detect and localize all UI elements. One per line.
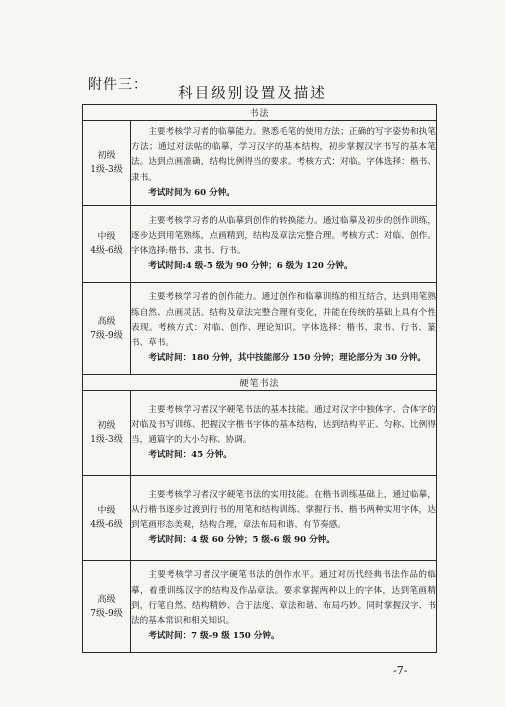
level-cell: [83, 391, 131, 476]
level-name: 高级: [97, 316, 116, 327]
attachment-label: 附件三：: [88, 77, 148, 93]
level-name: 高级: [97, 594, 116, 605]
exam-time: 考试时间：4 级 60 分钟；5 级-6 级 90 分钟。: [148, 535, 335, 546]
level-cell: [83, 283, 131, 375]
exam-time: 考试时间：180 分钟，其中技能部分 150 分钟；理论部分为 30 分钟。: [148, 353, 426, 364]
level-description: 主要考核学习者汉字硬笔书法的创作水平。通过对历代经典书法作品的临摹，着重训练汉字的结构及作品章法。要求掌握两种以上的字体，达到笔画精到，行笔自然、结构精妙、合于法度、章法和谐、布局巧妙。同时掌握汉字、书法的基本常识和相关知识。: [131, 570, 436, 627]
table-row: [83, 206, 437, 283]
level-description: 主要考核学习者的从临摹到创作的转换能力。通过临摹及初步的创作训练，逐步达到用笔熟练，点画精到，结构及章法完整合理。考核方式：对临、创作。字体选择:楷书、隶书、行书。: [131, 215, 436, 256]
exam-time: 考试时间:4 级-5 级为 90 分钟；6 级为 120 分钟。: [148, 261, 353, 272]
table-row: [83, 121, 437, 206]
section-header-calligraphy: [83, 105, 437, 121]
level-cell: [83, 121, 131, 206]
exam-time: 考试时间为 60 分钟。: [148, 187, 235, 198]
level-name: 初级: [97, 421, 116, 431]
document-title: 科目级别设置及描述: [178, 86, 327, 102]
section-title: 书法: [83, 105, 437, 121]
level-name: 中级: [97, 232, 116, 242]
description-cell: [131, 391, 437, 476]
section-header-pen-calligraphy: [83, 375, 437, 391]
table-row: [83, 561, 437, 653]
exam-time: 考试时间：7 级-9 级 150 分钟。: [148, 631, 280, 642]
level-range: 1级-3级: [90, 435, 123, 445]
level-description: 主要考核学习者的临摹能力。熟悉毛笔的使用方法；正确的写字姿势和执笔方法；通过对法帖的临摹，学习汉字的基本结构，初步掌握汉字书写的基本笔法。达到点画准确，结构比例得当的要求。考核方式：对临。字体选择：楷书、隶书。: [131, 126, 436, 183]
level-name: 初级: [97, 151, 116, 161]
level-range: 7级-9级: [90, 608, 123, 619]
level-range: 4级-6级: [90, 246, 123, 256]
table-row: [83, 391, 437, 476]
description-cell: [131, 476, 437, 561]
table-row: [83, 283, 437, 375]
level-description: 主要考核学习者汉字硬笔书法的实用技能。在楷书训练基础上，通过临摹，从行楷书逐步过渡到行书的用笔和结构训练、掌握行书、楷书两种实用字体，达到笔画形态美观，结构合理，章法布局和谐、有节奏感。: [131, 489, 436, 530]
table-row: [83, 476, 437, 561]
exam-time: 考试时间：45 分钟。: [148, 450, 232, 461]
description-cell: [131, 121, 437, 206]
subject-level-table: [82, 104, 437, 653]
page-number: -7-: [393, 664, 408, 677]
level-cell: [83, 476, 131, 561]
level-description: 主要考核学习者的创作能力。通过创作和临摹训练的相互结合，达到用笔熟练自然、点画灵活。结构及章法完整合理有变化，并能在传统的基础上具有个性表现。考核方式：对临、创作、理论知识。字体选择：楷书、隶书、行书、篆书、草书。: [131, 292, 436, 349]
level-range: 4级-6级: [90, 520, 123, 530]
level-range: 7级-9级: [90, 330, 123, 341]
level-range: 1级-3级: [90, 165, 123, 175]
level-description: 主要考核学习者汉字硬笔书法的基本技能。通过对汉字中独体字、合体字的对临及书写训练、把握汉字楷书字体的基本结构，达到结构平正、匀称、比例得当，通篇字的大小匀称、协调。: [131, 404, 436, 445]
level-name: 中级: [97, 506, 116, 516]
level-cell: [83, 206, 131, 283]
section-title: 硬笔书法: [83, 375, 437, 391]
description-cell: [131, 283, 437, 375]
description-cell: [131, 561, 437, 653]
description-cell: [131, 206, 437, 283]
level-cell: [83, 561, 131, 653]
